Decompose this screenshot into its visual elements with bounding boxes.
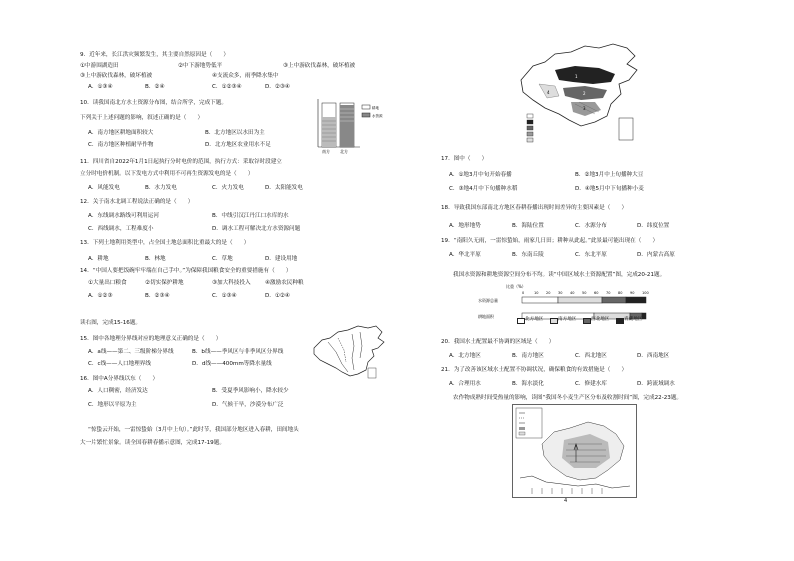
q14-choice: D．①②④ bbox=[265, 293, 290, 299]
q17-choice: A．①地3月中旬开始春播 bbox=[449, 172, 512, 178]
q11-choice: C．火力发电 bbox=[212, 185, 244, 191]
q15-intro: 读右图，完成15-16题。 bbox=[80, 320, 142, 326]
q15-choice: D．d线——400mm等降水量线 bbox=[192, 361, 272, 367]
q9-choice: D．②③④ bbox=[265, 84, 290, 90]
q9-opt: ③上中游砍伐森林，破坏植被 bbox=[283, 63, 356, 69]
legend-label: 青藏地区 bbox=[624, 317, 643, 322]
q13-stem: 13．下列土地利用类型中，占全国土地总面积比重最大的是（ ） bbox=[80, 240, 250, 246]
q10-choice: B．北方地区以水田为主 bbox=[205, 130, 265, 136]
q21-choice: D．跨流域调水 bbox=[637, 381, 675, 387]
q20-stem: 20．我国水土配置最不协调的区域是（ ） bbox=[441, 339, 555, 345]
q14-choice: C．①③④ bbox=[212, 293, 237, 299]
map-label: 4 bbox=[547, 90, 550, 95]
q10-stem: 10．读我国南北方水土资源分布图，结合所学，完成下题。 bbox=[80, 100, 227, 106]
q16-choice: C．地形以平原为主 bbox=[88, 402, 137, 408]
legend-label: 南方地区 bbox=[558, 317, 577, 322]
q11-choice: A．风能发电 bbox=[88, 185, 120, 191]
q17-choice: B．②地3月中上旬播种大豆 bbox=[575, 172, 644, 178]
q14-item: ①大量出口粮食 bbox=[88, 280, 127, 286]
q9-choice: A．①③④ bbox=[88, 84, 113, 90]
q21-choice: C．修建水库 bbox=[575, 381, 607, 387]
china-divide-map bbox=[308, 322, 390, 382]
q13-choice: B．林地 bbox=[145, 256, 166, 262]
q19-choice: A．华北平原 bbox=[449, 252, 481, 258]
q9-opt: ①中游围湖造田 bbox=[80, 63, 119, 69]
q15-stem: 15．图中各地理分界线对应的地理意义正确的是（ ） bbox=[80, 336, 222, 342]
q20-choice: A．北方地区 bbox=[449, 353, 481, 359]
bar-legend: 耕地 bbox=[372, 106, 379, 110]
spring-planting-map bbox=[515, 40, 660, 150]
bar-label: 南方 bbox=[322, 149, 330, 154]
water-land-ratio-chart bbox=[478, 282, 658, 334]
q18-choice: B．海陆位置 bbox=[512, 223, 544, 229]
q14-choice: A．①②③ bbox=[88, 293, 113, 299]
q10-sub: 下列关于上述问题的影响，叙述正确的是（ ） bbox=[80, 115, 204, 121]
q14-choice: B．②③④ bbox=[145, 293, 170, 299]
q12-choice: C．西线调水，工程难度小 bbox=[88, 226, 154, 232]
q10-choice: A．南方地区耕地面积较大 bbox=[88, 130, 154, 136]
legend-label: 西北地区 bbox=[591, 317, 610, 322]
q14-stem: 14．“中国人要把饭碗牢牢端在自己手中。”为保障我国粮食安全的重要措施有（ ） bbox=[80, 268, 292, 274]
map-label: 2 bbox=[583, 91, 586, 96]
q16-choice: D．气候干旱，沙漠分布广泛 bbox=[212, 402, 284, 408]
q11-sub: 立分时电价机制。以下发电方式中利用不可再生资源发电的是（ ） bbox=[80, 171, 254, 177]
q12-stem: 12．关于南水北调工程说法正确的是（ ） bbox=[80, 199, 194, 205]
q15-choice: A．a线——第二、三级阶梯分界线 bbox=[88, 349, 174, 355]
q18-choice: D．纬度位置 bbox=[637, 223, 670, 229]
q13-choice: A．耕地 bbox=[88, 256, 109, 262]
q19-choice: D．内蒙古高原 bbox=[637, 252, 675, 258]
q17-intro: “惊蛰云开始，一雷惊蛰始（3月中上旬）。”此时节，我国部分地区进入春耕，田间地头 bbox=[88, 427, 299, 433]
q16-choice: B．受夏季风影响小，降水较少 bbox=[212, 388, 289, 394]
row-label: 耕地面积 bbox=[478, 314, 494, 319]
page-number: 4 bbox=[564, 498, 568, 504]
chart-axis-title: 比重（%） bbox=[506, 284, 526, 289]
q18-choice: C．水源分布 bbox=[575, 223, 607, 229]
q14-item: ④激励农民种粮 bbox=[265, 280, 304, 286]
q21-choice: B．海水淡化 bbox=[512, 381, 544, 387]
q16-choice: A．人口稠密，经济发达 bbox=[88, 388, 148, 394]
q20-choice: D．西南地区 bbox=[637, 353, 670, 359]
q12-choice: A．东线调水路线可利用运河 bbox=[88, 213, 159, 219]
q20-intro: 我国水资源和耕地资源空间分布不均。读“中国区域水土资源配置”图，完成20-21题。 bbox=[453, 272, 666, 278]
q20-choice: C．西北地区 bbox=[575, 353, 607, 359]
water-land-bar-figure bbox=[310, 95, 385, 155]
bar-label: 北方 bbox=[340, 149, 348, 154]
q9-opt: ③上中游砍伐森林，破坏植被 bbox=[80, 73, 153, 79]
q19-choice: C．东北平原 bbox=[575, 252, 607, 258]
legend-label: 北方地区 bbox=[525, 317, 544, 322]
q9-choice: C．①②③④ bbox=[212, 84, 242, 90]
q21-choice: A．合理用水 bbox=[449, 381, 481, 387]
tick-label: 80 bbox=[618, 291, 623, 295]
q15-choice: B．b线——季风区与非季风区分界线 bbox=[192, 349, 284, 355]
q9-opt: ④支流众多，雨季降水集中 bbox=[212, 73, 279, 79]
q9-stem: 9．近年来，长江洪灾频繁发生，其主要自然原因是（ ） bbox=[80, 52, 229, 58]
q13-choice: D．建设用地 bbox=[265, 256, 298, 262]
tick-label: 40 bbox=[570, 291, 575, 295]
q16-stem: 16．图中A分界线以东（ ） bbox=[80, 376, 159, 382]
q14-item: ②切实保护耕地 bbox=[145, 280, 184, 286]
tick-label: 20 bbox=[546, 291, 551, 295]
q9-opt: ②中下游地势低平 bbox=[178, 63, 223, 69]
q19-choice: B．东南丘陵 bbox=[512, 252, 544, 258]
q9-choice: B．②④ bbox=[145, 84, 165, 90]
q15-choice: C．c线——人口地理界线 bbox=[88, 361, 151, 367]
tick-label: 10 bbox=[534, 291, 539, 295]
tick-label: 60 bbox=[594, 291, 599, 295]
q18-stem: 18．导致我国东部南北方地区春耕春播出现时间差异的主要因素是（ ） bbox=[441, 205, 628, 211]
tick-label: 50 bbox=[582, 291, 587, 295]
tick-label: 100 bbox=[642, 291, 649, 295]
q17-intro-2: 大一片繁忙景象。读全国春耕春播示意图，完成17-19题。 bbox=[80, 440, 225, 446]
map-label: 3 bbox=[583, 106, 586, 111]
q17-choice: C．③地4月中下旬播种水稻 bbox=[449, 186, 518, 192]
q11-stem: 11．四川省自2022年1月1日起执行分时电价的范围，执行方式：采取谷时段建立 bbox=[80, 159, 282, 165]
q22-intro: 农作物成熟时间受热量的影响，读图“我国冬小麦生产区分布及收割时间”图，完成22-23题。 bbox=[453, 395, 683, 401]
q10-choice: C．南方地区种植耐旱作物 bbox=[88, 142, 154, 148]
row-label: 水资源总量 bbox=[478, 298, 498, 303]
q17-choice: D．④地5月中下旬播种小麦 bbox=[575, 186, 644, 192]
q11-choice: D．太阳能发电 bbox=[265, 185, 303, 191]
q19-stem: 19．“南阳久无雨，一雷惊蛰始，雨家几日田；耕种从此起。”此景最可能出现在（ ） bbox=[441, 238, 659, 244]
tick-label: 70 bbox=[606, 291, 611, 295]
q11-choice: B．水力发电 bbox=[145, 185, 177, 191]
winter-wheat-map bbox=[512, 404, 637, 498]
q14-item: ③加大科技投入 bbox=[212, 280, 251, 286]
tick-label: 30 bbox=[558, 291, 563, 295]
q13-choice: C．草地 bbox=[212, 256, 233, 262]
q20-choice: B．南方地区 bbox=[512, 353, 544, 359]
q17-stem: 17．图中（ ） bbox=[441, 156, 488, 162]
bar-legend: 水资源 bbox=[372, 114, 383, 118]
q21-stem: 21．为了改善该区域水土配置不协调状况，确保粮食的有效措施是（ ） bbox=[441, 367, 628, 373]
map-label: 1 bbox=[575, 74, 578, 79]
q12-choice: B．中线引汉江丹江口水库的水 bbox=[212, 213, 289, 219]
q18-choice: A．地形地势 bbox=[449, 223, 481, 229]
q12-choice: D．调水工程可解决北方水资源问题 bbox=[212, 226, 301, 232]
tick-label: 90 bbox=[630, 291, 635, 295]
tick-label: 0 bbox=[522, 291, 525, 295]
q10-choice: D．北方地区农业用水不足 bbox=[205, 142, 271, 148]
